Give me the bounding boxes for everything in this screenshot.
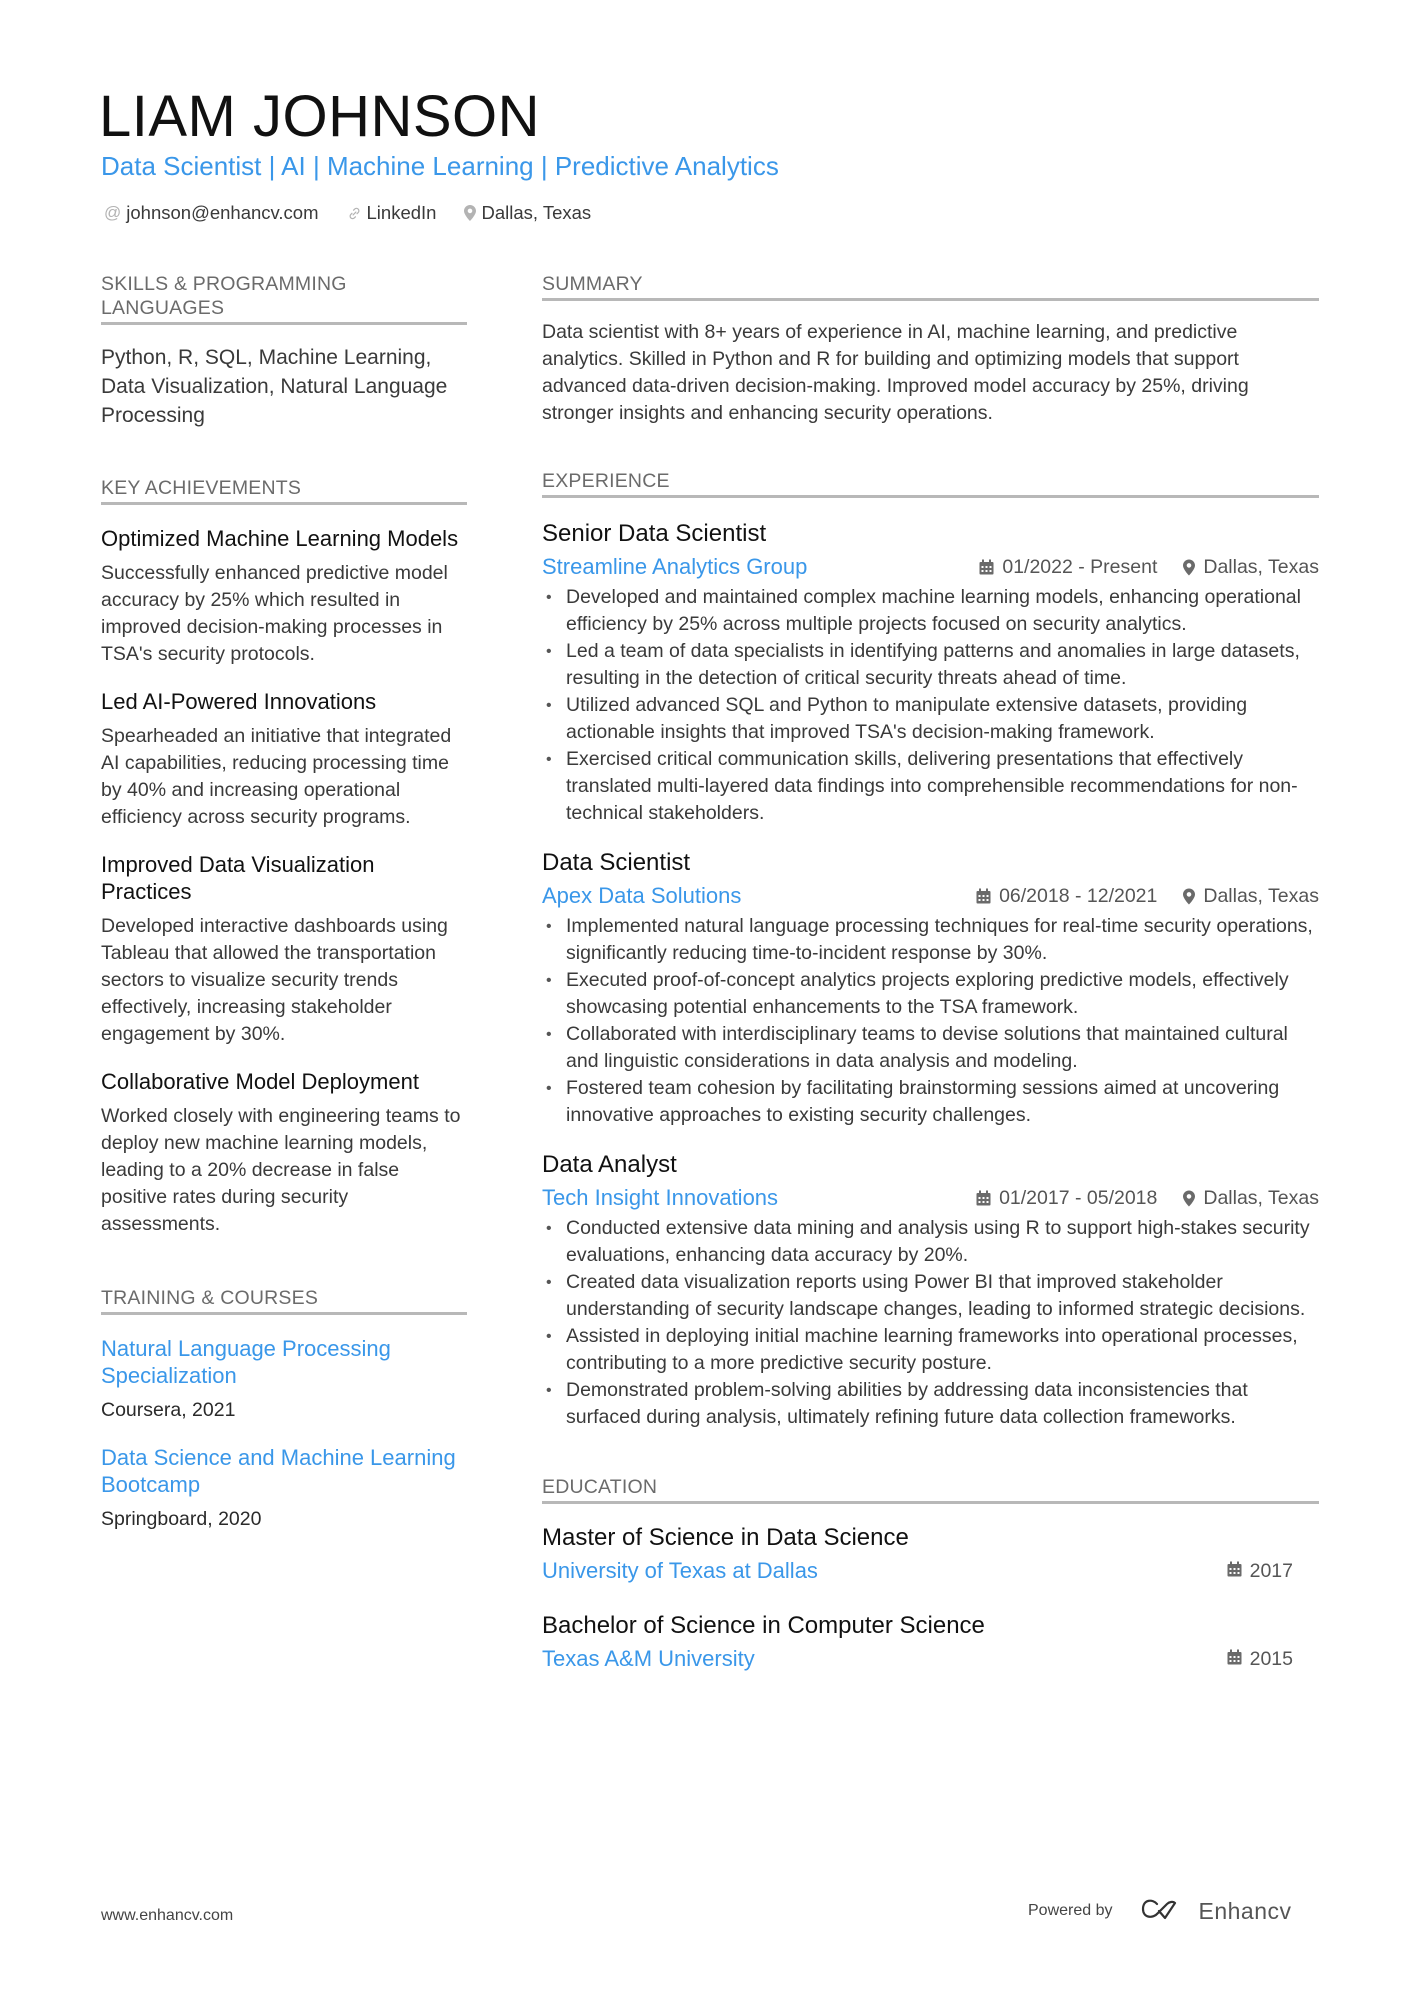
contact-linkedin[interactable] <box>347 200 437 226</box>
job-dates <box>976 1187 1157 1210</box>
degree-title: Bachelor of Science in Computer Science <box>542 1612 985 1639</box>
contact-row <box>104 200 591 226</box>
school-name[interactable]: University of Texas at Dallas <box>542 1558 818 1583</box>
link-icon <box>347 206 362 221</box>
achievement-description: Successfully enhanced predictive model accuracy by 25% which resulted in improved decision-making processes in TSA's security protocols. <box>101 562 448 665</box>
achievement-item <box>101 851 467 1048</box>
contact-email-text: johnson@enhancv.com <box>126 202 319 223</box>
job-location <box>1183 885 1319 908</box>
achievement-title: Optimized Machine Learning Models <box>101 526 459 551</box>
achievement-title: Improved Data Visualization Practices <box>101 852 375 904</box>
education-year <box>1227 1648 1293 1671</box>
left-column <box>101 272 467 1533</box>
calendar-icon <box>1227 1560 1242 1583</box>
job-location <box>1183 1187 1319 1210</box>
section-heading: SKILLS & PROGRAMMING LANGUAGES <box>101 272 467 325</box>
job-bullet: • Developed and maintained complex machine learning models, enhancing operational efficiency by 25% across multiple projects focused on security analytics. <box>542 584 1319 638</box>
location-pin-icon <box>1183 559 1195 576</box>
contact-location-text: Dallas, Texas <box>481 202 592 223</box>
job-meta <box>976 885 1319 908</box>
job-bullets <box>542 913 1319 1129</box>
course-title[interactable]: Data Science and Machine Learning Bootcamp <box>101 1445 456 1497</box>
summary-section <box>542 272 1319 427</box>
section-heading: KEY ACHIEVEMENTS <box>101 476 467 505</box>
location-pin-icon <box>464 205 476 221</box>
candidate-name: LIAM JOHNSON <box>99 84 541 149</box>
job-bullet: • Demonstrated problem-solving abilities by addressing data inconsistencies that surfaced during analysis, ultimately refining future data collection frameworks. <box>542 1377 1319 1431</box>
job-bullet: • Implemented natural language processing techniques for real-time security operations, significantly reducing time-to-incident response by 30%. <box>542 913 1319 967</box>
education-entry <box>542 1522 1319 1586</box>
candidate-headline: Data Scientist | AI | Machine Learning | Predictive Analytics <box>101 151 779 181</box>
calendar-icon <box>976 888 991 904</box>
job-meta-row <box>542 552 1319 582</box>
school-name[interactable]: Texas A&M University <box>542 1646 755 1671</box>
job-meta-row <box>542 881 1319 911</box>
job-location-text: Dallas, Texas <box>1203 1186 1319 1209</box>
education-section <box>542 1475 1319 1674</box>
job-dates-text: 06/2018 - 12/2021 <box>999 884 1158 907</box>
skills-text: Python, R, SQL, Machine Learning, Data Visualization, Natural Language Processing <box>101 346 448 427</box>
job-bullets <box>542 1215 1319 1431</box>
job-meta <box>976 1187 1319 1210</box>
at-icon: @ <box>104 203 122 222</box>
job-bullet: • Fostered team cohesion by facilitating brainstorming sessions aimed at uncovering innovative approaches to existing security challenges. <box>542 1075 1319 1129</box>
job-location <box>1183 556 1319 579</box>
training-section <box>101 1286 467 1533</box>
job-dates <box>979 556 1157 579</box>
degree-title: Master of Science in Data Science <box>542 1524 909 1551</box>
job-location-text: Dallas, Texas <box>1203 555 1319 578</box>
job-bullet: • Utilized advanced SQL and Python to manipulate extensive datasets, providing actionable insights that improved TSA's decision-making framework. <box>542 692 1319 746</box>
experience-section <box>542 469 1319 1431</box>
job-bullet: • Conducted extensive data mining and analysis using R to support high-stakes security evaluations, enhancing data accuracy by 20%. <box>542 1215 1319 1269</box>
education-entry <box>542 1610 1319 1674</box>
section-heading: EXPERIENCE <box>542 469 1319 498</box>
job-title: Data Scientist <box>542 849 691 876</box>
course-item <box>101 1335 467 1424</box>
job-bullet: • Executed proof-of-concept analytics projects exploring predictive models, effectively showcasing potential enhancements to the TSA framework. <box>542 967 1319 1021</box>
footer-branding <box>1028 1896 1292 1926</box>
section-heading: EDUCATION <box>542 1475 1319 1504</box>
achievement-description: Spearheaded an initiative that integrated AI capabilities, reducing processing time by 40% and increasing operational efficiency across security programs. <box>101 725 452 828</box>
job-bullet: • Created data visualization reports using Power BI that improved stakeholder understanding of security landscape changes, leading to informed strategic decisions. <box>542 1269 1319 1323</box>
enhancv-logo-icon <box>1139 1896 1187 1926</box>
achievement-description: Worked closely with engineering teams to deploy new machine learning models, leading to a 20% decrease in false positive rates during security assessments. <box>101 1105 461 1235</box>
skills-section <box>101 272 467 430</box>
job-dates-text: 01/2022 - Present <box>1002 555 1158 578</box>
education-meta-row <box>542 1556 1319 1586</box>
powered-by-label: Powered by <box>1028 1902 1113 1919</box>
calendar-icon <box>979 559 994 575</box>
job-title: Senior Data Scientist <box>542 520 767 547</box>
achievement-title: Led AI-Powered Innovations <box>101 689 377 714</box>
education-meta-row <box>542 1644 1319 1674</box>
location-pin-icon <box>1183 1190 1195 1207</box>
company-name[interactable]: Streamline Analytics Group <box>542 554 808 579</box>
footer-website-link[interactable]: www.enhancv.com <box>101 1907 234 1924</box>
achievement-item <box>101 525 467 668</box>
location-pin-icon <box>1183 888 1195 905</box>
contact-location <box>464 200 591 226</box>
achievements-section <box>101 476 467 1238</box>
job-meta-row <box>542 1183 1319 1213</box>
course-item <box>101 1444 467 1533</box>
company-name[interactable]: Tech Insight Innovations <box>542 1185 779 1210</box>
calendar-icon <box>1227 1648 1242 1671</box>
course-provider: Springboard, 2020 <box>101 1508 262 1530</box>
education-year <box>1227 1560 1293 1583</box>
job-bullet: • Led a team of data specialists in identifying patterns and anomalies in large datasets, resulting in the detection of critical security threats ahead of time. <box>542 638 1319 692</box>
achievement-item <box>101 688 467 831</box>
company-name[interactable]: Apex Data Solutions <box>542 883 742 908</box>
job-entry <box>542 1149 1319 1431</box>
achievement-title: Collaborative Model Deployment <box>101 1069 419 1094</box>
contact-email[interactable] <box>104 200 319 226</box>
job-dates <box>976 885 1157 908</box>
section-heading: TRAINING & COURSES <box>101 1286 467 1315</box>
job-entry <box>542 518 1319 827</box>
job-entry <box>542 847 1319 1129</box>
job-bullets <box>542 584 1319 827</box>
job-bullet: • Assisted in deploying initial machine learning frameworks into operational processes, contributing to a more predictive security posture. <box>542 1323 1319 1377</box>
achievement-item <box>101 1068 467 1238</box>
summary-text: Data scientist with 8+ years of experience in AI, machine learning, and predictive analytics. Skilled in Python and R for building and optimizing models that support advanced data-driven decision-making. Improved model accuracy by 25%, driving stronger insights and enhancing security operations. <box>542 321 1249 424</box>
right-column <box>542 272 1319 1674</box>
education-year-text: 2017 <box>1249 1559 1293 1582</box>
contact-linkedin-text: LinkedIn <box>366 202 437 223</box>
section-heading: SUMMARY <box>542 272 1319 301</box>
enhancv-logo[interactable] <box>1139 1896 1292 1926</box>
job-location-text: Dallas, Texas <box>1203 884 1319 907</box>
calendar-icon <box>976 1190 991 1206</box>
job-bullet: • Collaborated with interdisciplinary teams to devise solutions that maintained cultural and linguistic considerations in data analysis and modeling. <box>542 1021 1319 1075</box>
job-meta <box>979 556 1319 579</box>
education-year-text: 2015 <box>1249 1647 1293 1670</box>
job-dates-text: 01/2017 - 05/2018 <box>999 1186 1158 1209</box>
enhancv-brand-name: Enhancv <box>1198 1897 1292 1924</box>
job-title: Data Analyst <box>542 1151 677 1178</box>
course-provider: Coursera, 2021 <box>101 1399 236 1421</box>
achievement-description: Developed interactive dashboards using Tableau that allowed the transportation sectors to visualize security trends effectively, increasing stakeholder engagement by 30%. <box>101 915 448 1045</box>
course-title[interactable]: Natural Language Processing Specialization <box>101 1336 391 1388</box>
job-bullet: • Exercised critical communication skills, delivering presentations that effectively translated multi-layered data findings into comprehensible recommendations for non-technical stakeholders. <box>542 746 1319 827</box>
